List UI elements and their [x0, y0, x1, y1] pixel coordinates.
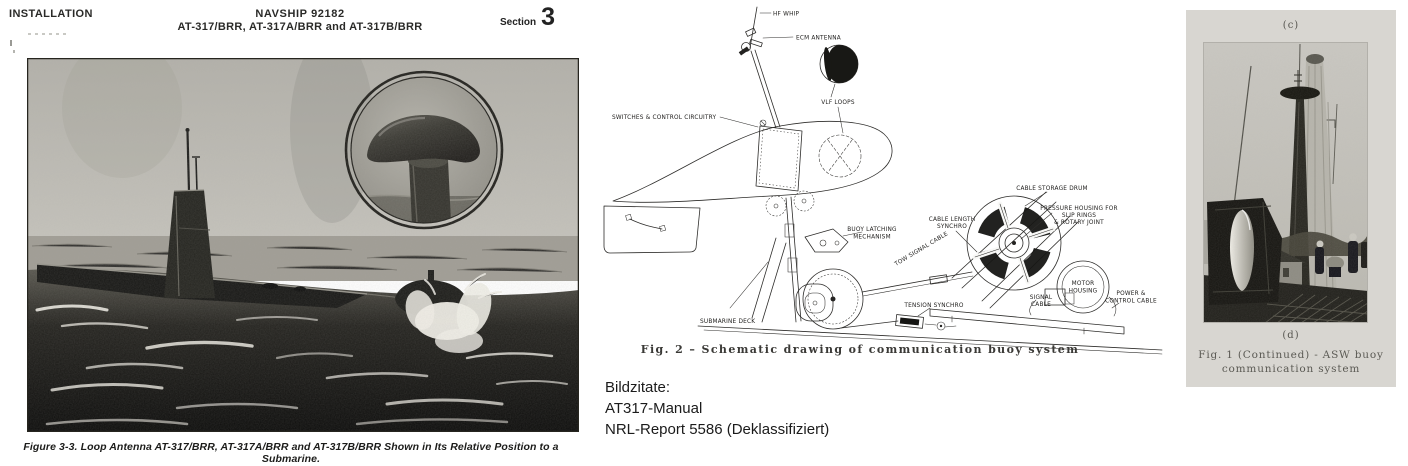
asw-buoy-photo-svg: [1203, 42, 1368, 323]
mast-assembly: [739, 7, 793, 128]
photo-label-c: (c): [1282, 20, 1300, 31]
label-pressure-housing-1: PRESSURE HOUSING FOR: [1040, 206, 1118, 212]
figure-1-caption-line1: Fig. 1 (Continued) - ASW buoy: [1198, 349, 1384, 361]
label-ecm-antenna: ECM ANTENNA: [796, 35, 841, 42]
label-buoy-latching-2: MECHANISM: [853, 234, 891, 241]
manual-header-installation: INSTALLATION: [9, 8, 93, 20]
submarine-illustration-svg: [27, 58, 579, 432]
label-cable-length-1: CABLE LENGTH: [928, 217, 976, 223]
label-vlf-loops: VLF LOOPS: [821, 100, 855, 106]
vlf-loop-ball: [820, 45, 858, 133]
buoy-schematic-drawing: [600, 0, 1175, 362]
buoy-schematic-svg: [600, 0, 1175, 362]
manual-header-section: [500, 3, 554, 32]
figure-1-caption-line2: communication system: [1221, 363, 1361, 375]
buoy-body: [613, 120, 892, 216]
label-submarine-deck: SUBMARINE DECK: [700, 319, 756, 325]
scan-artifact: [13, 50, 15, 53]
label-signal-cable-1: SIGNAL: [1029, 295, 1053, 301]
submarine-illustration: [27, 58, 579, 432]
scan-artifact: [28, 33, 68, 35]
label-power-control-2: CONTROL CABLE: [1105, 298, 1157, 305]
latching-structure: [730, 197, 863, 329]
asw-buoy-photo: [1203, 42, 1368, 323]
tail-fin: [604, 206, 700, 253]
label-power-control-1: POWER &: [1116, 291, 1146, 297]
label-cable-length-2: SYNCHRO: [937, 224, 967, 230]
tow-cable: [841, 272, 973, 330]
photo-label-d: (d): [1282, 330, 1300, 341]
figure-1-caption: [1186, 348, 1396, 376]
section-label: Section: [500, 17, 537, 28]
manual-header-center: [120, 8, 480, 33]
figure-3-3-caption: Figure 3-3. Loop Antenna AT-317/BRR, AT-317A/BRR and AT-317B/BRR Shown in Its Relative Position to a Submarine.: [23, 441, 559, 465]
label-pressure-housing-3: & ROTARY JOINT: [1054, 220, 1104, 226]
label-motor-2: HOUSING: [1068, 288, 1098, 295]
citation-block: [605, 377, 829, 440]
label-pressure-housing-2: SLIP RINGS: [1061, 213, 1097, 219]
manual-title-models: AT-317/BRR, AT-317A/BRR and AT-317B/BRR: [177, 21, 423, 33]
manual-title-navship: NAVSHIP 92182: [255, 8, 345, 20]
section-number: 3: [541, 3, 555, 31]
label-motor-1: MOTOR: [1071, 281, 1095, 287]
label-cable-storage-drum: CABLE STORAGE DRUM: [1016, 186, 1088, 192]
scan-artifact: [10, 40, 12, 46]
label-tension-synchro: TENSION SYNCHRO: [904, 303, 964, 309]
machinery-skid: [930, 309, 1124, 334]
figure-2-caption: Fig. 2 – Schematic drawing of communication buoy system: [640, 343, 1080, 356]
citation-title: Bildzitate:: [605, 379, 671, 396]
label-signal-cable-2: CABLE: [1031, 302, 1051, 308]
label-hf-whip: HF WHIP: [773, 11, 800, 18]
asw-photo-page: [1186, 10, 1396, 387]
label-tow-signal-cable: TOW SIGNAL CABLE: [893, 231, 950, 268]
label-switches-control: SWITCHES & CONTROL CIRCUITRY: [612, 115, 717, 121]
label-buoy-latching-1: BUOY LATCHING: [847, 227, 897, 233]
citation-source-2: NRL-Report 5586 (Deklassifiziert): [605, 421, 830, 438]
citation-source-1: AT317-Manual: [605, 400, 703, 417]
